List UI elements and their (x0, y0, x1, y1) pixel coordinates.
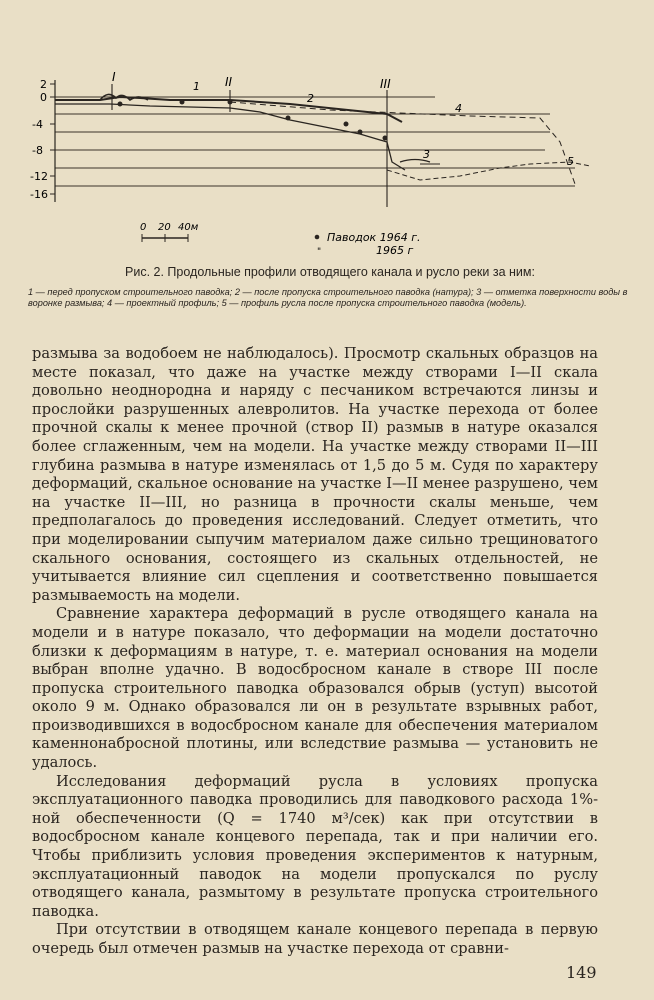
figure-caption: Рис. 2. Продольные профили отводящего канала и русло реки за ним: (125, 265, 535, 279)
scale-label: 40м (178, 222, 199, 233)
figure-legend: 1 — перед пропуском строительного паводка; 2 — после пропуска строительного паводка (натура); 3 — отметка поверхности воды в воронке размыва; 4 — проектный профиль; 5 — профиль русла после пропуска строительного паводка (модель). (28, 287, 628, 308)
paragraph: размыва за водобоем не наблюдалось). Просмотр скальных образцов на месте показал, что даже на участке между створами I—II скала довольно неоднородна и наряду с песчаником встречаются линзы и прослойки разрушенных алевролитов. На участке перехода от более прочной скалы к менее прочной (створ II) размыв в натуре оказался более сглаженным, чем на модели. На участке между створами II—III глубина размыва в натуре изменялась от 1,5 до 5 м. Судя по характеру деформаций, скальное основание на участке I—II менее разрушено, чем на участке II—III, но разница в прочности скалы меньше, чем предполагалось до проведения исследований. Следует отметить, что при моделировании сыпучим материалом даже сильно трещиноватого скального основания, состоящего из скальных отдельностей, не учитывается влияние сил сцепления и соответственно повышается размываемость на модели. (32, 345, 598, 604)
y-tick: -4 (32, 118, 43, 131)
paragraph: При отсутствии в отводящем канале концевого перепада в первую очередь был отмечен размыв на участке перехода от сравни- (32, 921, 598, 957)
section-label: II (225, 75, 233, 89)
y-tick: 0 (40, 91, 47, 104)
paragraph: Сравнение характера деформаций в русле отводящего канала на модели и в натуре показало, что деформации на модели достаточно близки к деформациям в натуре, т. е. материал основания на модели выбран вполне удачно. В водосбросном канале в створе III после пропуска строительного паводка образовался обрыв (уступ) высотой около 9 м. Однако образовался ли он в результате взрывных работ, производившихся в водосбросном канале для обеспечения материалом каменнонабросной плотины, или вследствие размыва — установить не удалось. (32, 605, 598, 772)
curve-label: 3 (423, 148, 430, 161)
legend-label-1964: Паводок 1964 г. (327, 231, 421, 244)
y-tick: -8 (32, 144, 43, 157)
y-tick: -12 (30, 170, 48, 183)
model-profile (387, 162, 590, 180)
page-number: 149 (566, 963, 597, 982)
scale-label: 0 (140, 222, 147, 233)
paragraph: Исследования деформаций русла в условиях пропуска эксплуатационного паводка проводились для паводкового расхода 1%-ной обеспеченности (Q = 1740 м³/сек) как при отсутствии в водосбросном канале концевого перепада, так и при наличии его. Чтобы приблизить условия проведения экспериментов к натурным, эксплуатационный паводок на модели пропускался по руслу отводящего канала, размытому в результате пропуска строительного паводка. (32, 772, 598, 920)
curve-label: 1 (193, 80, 200, 93)
y-tick: -16 (30, 188, 48, 201)
section-label: I (112, 70, 116, 84)
legend-dot-1964 (315, 235, 320, 240)
legend-label-1965: 1965 г (376, 244, 414, 257)
curve-label: 5 (567, 155, 574, 168)
curve-label: 2 (307, 92, 314, 105)
curve-label: 4 (455, 102, 462, 115)
scale-label: 20 (158, 222, 171, 233)
scale-bar (142, 234, 188, 242)
section-label: III (380, 77, 391, 91)
legend-ditto-mark: " (317, 247, 322, 257)
profile-figure (30, 62, 630, 272)
y-tick: 2 (40, 78, 47, 91)
body-text (32, 345, 598, 959)
